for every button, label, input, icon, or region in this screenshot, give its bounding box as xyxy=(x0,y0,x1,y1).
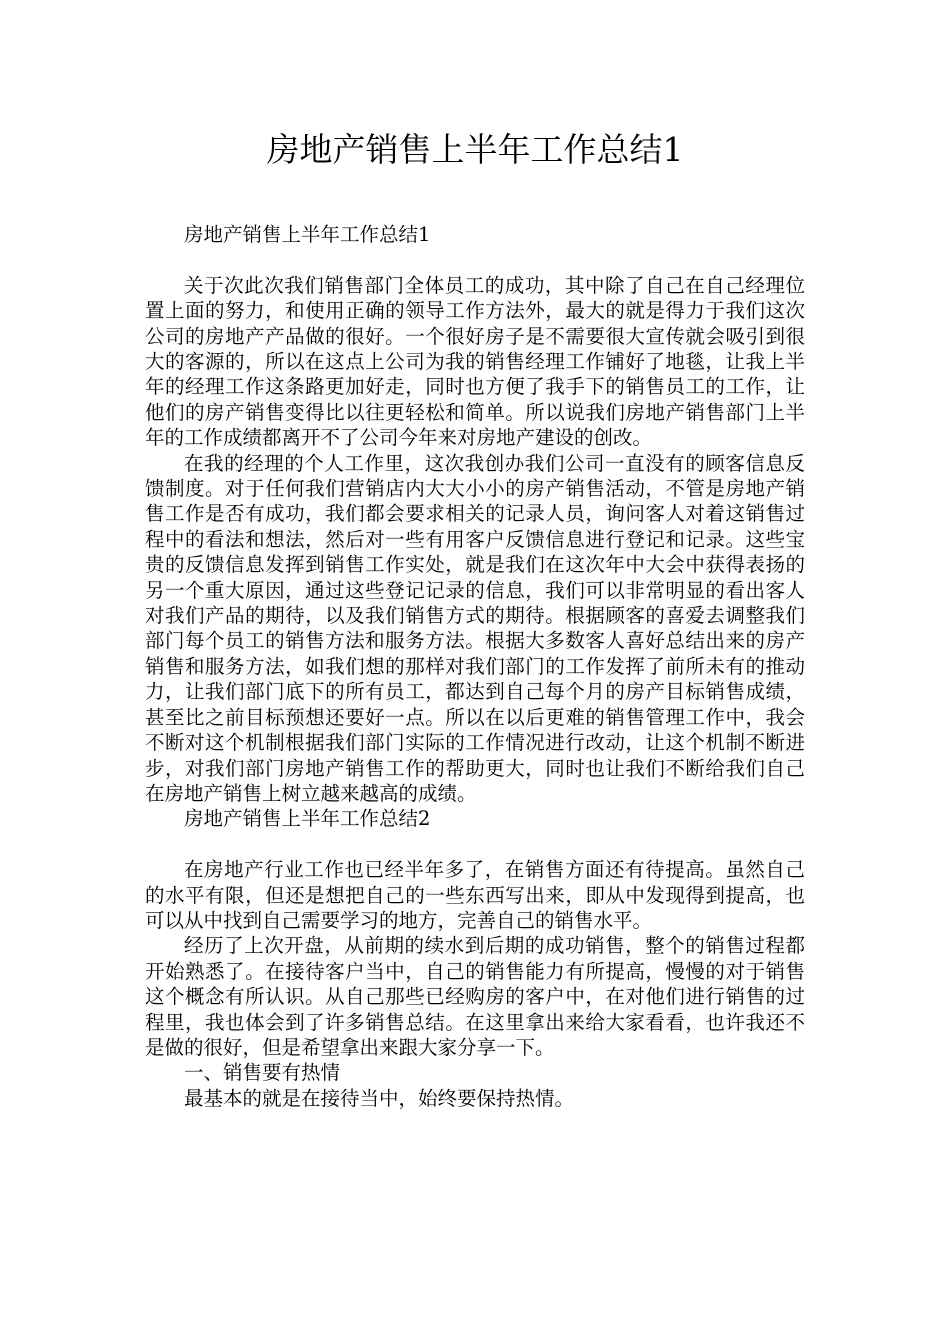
section-heading-1: 房地产销售上半年工作总结1 xyxy=(184,223,431,246)
document-title: 房地产销售上半年工作总结1 xyxy=(266,130,684,169)
document-body xyxy=(145,222,805,1111)
section-heading-2: 房地产销售上半年工作总结2 xyxy=(184,807,431,831)
blank-line xyxy=(145,247,805,272)
subheading: 一、销售要有热情 xyxy=(184,1061,341,1085)
paragraph: 最基本的就是在接待当中，始终要保持热情。 xyxy=(184,1086,575,1110)
blank-line xyxy=(145,832,805,857)
paragraph: 在房地产行业工作也已经半年多了，在销售方面还有待提高。虽然自己的水平有限，但还是想把自己的一些东西写出来，即从中发现得到提高，也可以从中找到自己需要学习的地方，完善自己的销售水平。 xyxy=(145,858,805,932)
paragraph: 关于次此次我们销售部门全体员工的成功，其中除了自己在自己经理位置上面的努力，和使用正确的领导工作方法外，最大的就是得力于我们这次公司的房地产产品做的很好。一个很好房子是不需要很大宣传就会吸引到很大的客源的，所以在这点上公司为我的销售经理工作铺好了地毯，让我上半年的经理工作这条路更加好走，同时也方便了我手下的销售员工的工作，让他们的房产销售变得比以往更轻松和简单。所以说我们房地产销售部门上半年的工作成绩都离开不了公司今年来对房地产建设的创改。 xyxy=(145,273,805,450)
paragraph: 在我的经理的个人工作里，这次我创办我们公司一直没有的顾客信息反馈制度。对于任何我们营销店内大大小小的房产销售活动，不管是房地产销售工作是否有成功，我们都会要求相关的记录人员，询问客人对着这销售过程中的看法和想法，然后对一些有用客户反馈信息进行登记和记录。这些宝贵的反馈信息发挥到销售工作实处，就是我们在这次年中大会中获得表扬的另一个重大原因，通过这些登记记录的信息，我们可以非常明显的看出客人对我们产品的期待，以及我们销售方式的期待。根据顾客的喜爱去调整我们部门每个员工的销售方法和服务方法。根据大多数客人喜好总结出来的房产销售和服务方法，如我们想的那样对我们部门的工作发挥了前所未有的推动力，让我们部门底下的所有员工，都达到自己每个月的房产目标销售成绩，甚至比之前目标预想还要好一点。所以在以后更难的销售管理工作中，我会不断对这个机制根据我们部门实际的工作情况进行改动，让这个机制不断进步，对我们部门房地产销售工作的帮助更大，同时也让我们不断给我们自己在房地产销售上树立越来越高的成绩。 xyxy=(145,451,805,805)
paragraph: 经历了上次开盘，从前期的续水到后期的成功销售，整个的销售过程都开始熟悉了。在接待客户当中，自己的销售能力有所提高，慢慢的对于销售这个概念有所认识。从自己那些已经购房的客户中，在对他们进行销售的过程里，我也体会到了许多销售总结。在这里拿出来给大家看看，也许我还不是做的很好，但是希望拿出来跟大家分享一下。 xyxy=(145,934,805,1059)
